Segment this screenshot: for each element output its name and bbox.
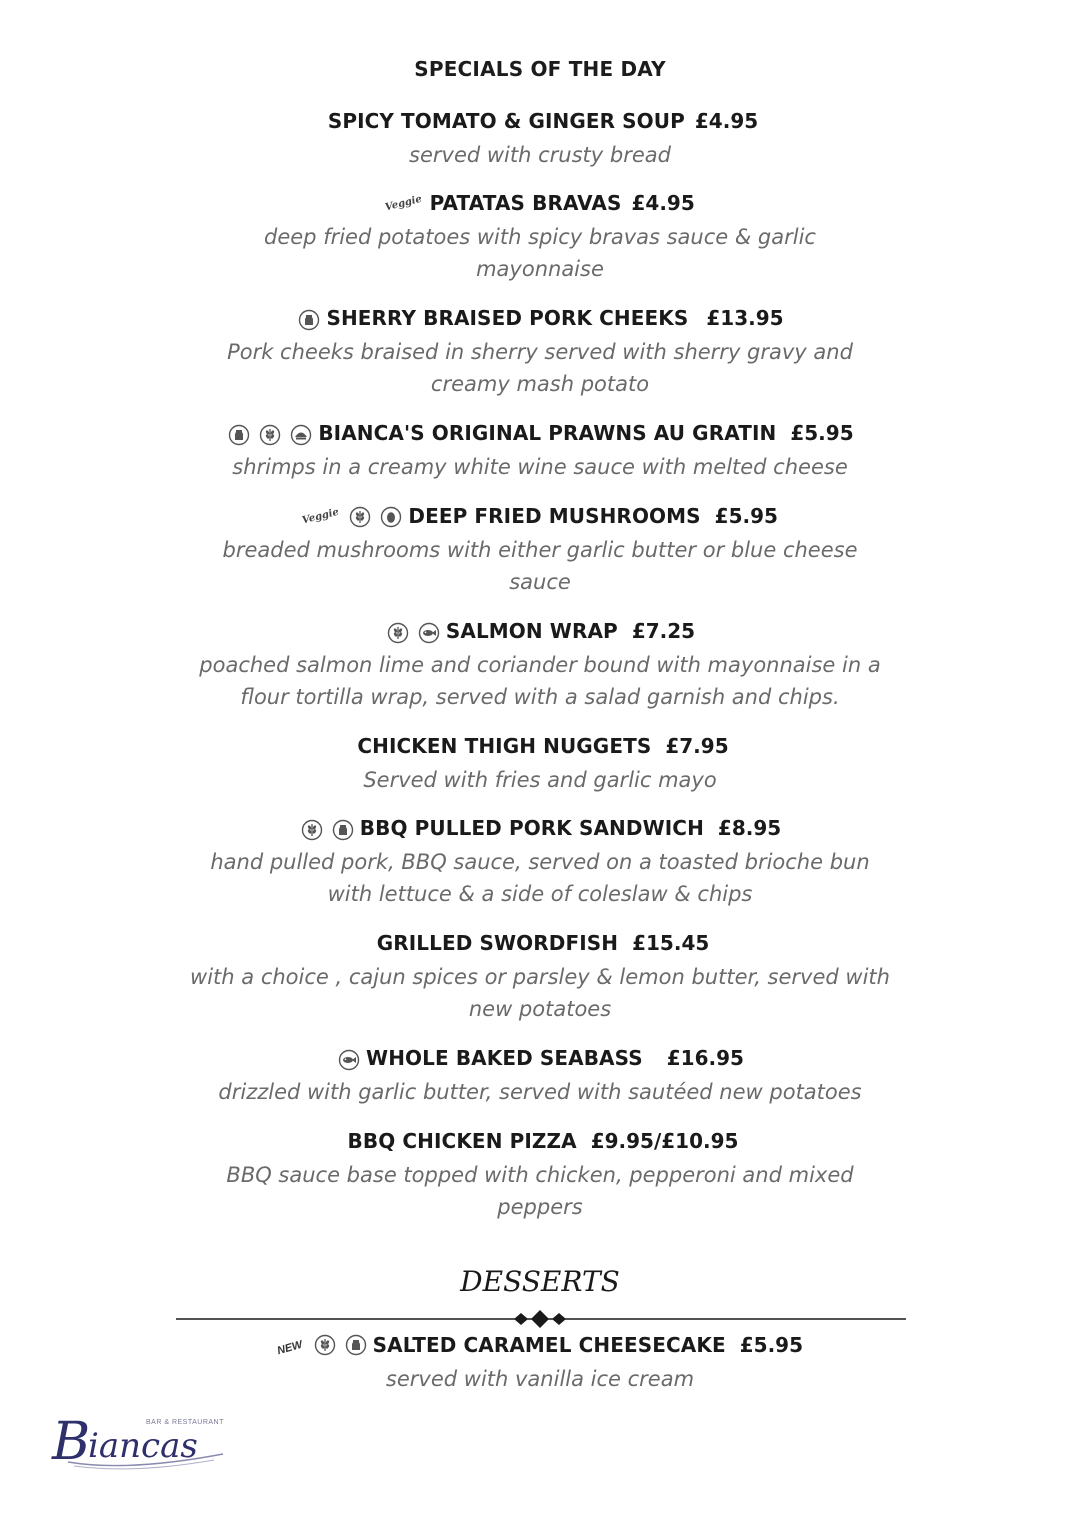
gluten-icon	[301, 819, 323, 841]
item-description: with a choice , cajun spices or parsley & lemon butter, served with new potatoes	[190, 965, 890, 1021]
menu-item	[150, 813, 930, 910]
item-description: served with crusty bread	[409, 143, 671, 167]
item-description: shrimps in a creamy white wine sauce with melted cheese	[232, 455, 848, 479]
item-name: DEEP FRIED MUSHROOMS	[408, 504, 701, 528]
allergen-icons	[296, 303, 320, 333]
egg-icon	[380, 506, 402, 528]
svg-text:B: B	[52, 1412, 91, 1472]
menu-item	[150, 188, 930, 285]
item-price: £4.95	[631, 191, 695, 215]
menu-item	[150, 303, 930, 400]
item-name: SALTED CARAMEL CHEESECAKE	[372, 1333, 726, 1357]
item-name: SPICY TOMATO & GINGER SOUP	[327, 109, 685, 133]
menu-item	[150, 106, 930, 171]
item-name: SALMON WRAP	[445, 619, 618, 643]
item-description: drizzled with garlic butter, served with sautéed new potatoes	[218, 1080, 862, 1104]
item-price: £7.25	[631, 619, 696, 643]
new-badge-icon: NEW	[275, 1338, 304, 1358]
item-description: deep fried potatoes with spicy bravas sauce & garlic mayonnaise	[264, 225, 816, 281]
menu-item	[150, 418, 930, 483]
gluten-icon	[387, 622, 409, 644]
allergen-icons	[336, 1043, 360, 1073]
milk-icon	[298, 309, 320, 331]
item-price: £9.95/£10.95	[590, 1129, 739, 1153]
allergen-icons	[385, 187, 423, 219]
shellfish-icon	[290, 424, 312, 446]
gluten-icon	[314, 1334, 336, 1356]
item-description: Served with fries and garlic mayo	[363, 768, 717, 792]
item-description: served with vanilla ice cream	[385, 1367, 695, 1391]
item-price: £8.95	[717, 816, 782, 840]
item-description: BBQ sauce base topped with chicken, pepperoni and mixed peppers	[226, 1163, 854, 1219]
allergen-icons	[302, 500, 402, 532]
item-header	[150, 731, 930, 761]
menu-item	[150, 1126, 930, 1223]
svg-text:BAR & RESTAURANT: BAR & RESTAURANT	[146, 1419, 224, 1426]
item-name: BIANCA'S ORIGINAL PRAWNS AU GRATIN	[318, 421, 777, 445]
item-header	[150, 418, 930, 448]
allergen-icons	[226, 418, 312, 448]
fish-icon	[338, 1049, 360, 1071]
allergen-icons	[385, 616, 440, 646]
item-name: BBQ PULLED PORK SANDWICH	[359, 816, 704, 840]
gluten-icon	[349, 506, 371, 528]
item-header	[150, 813, 930, 843]
milk-icon	[228, 424, 250, 446]
item-name: BBQ CHICKEN PIZZA	[347, 1129, 577, 1153]
menu-item	[150, 616, 930, 713]
gluten-icon	[259, 424, 281, 446]
milk-icon	[345, 1334, 367, 1356]
item-name: WHOLE BAKED SEABASS	[366, 1046, 643, 1070]
menu-item	[150, 501, 930, 598]
page-title: SPECIALS OF THE DAY	[414, 57, 666, 81]
veggie-icon: Veggie	[301, 506, 341, 527]
item-header	[150, 501, 930, 531]
item-header	[150, 303, 930, 333]
item-description: Pork cheeks braised in sherry served with sherry gravy and creamy mash potato	[227, 340, 853, 396]
menu-item	[150, 1330, 930, 1395]
item-description: breaded mushrooms with either garlic butter or blue cheese sauce	[222, 538, 858, 594]
item-price: £13.95	[706, 306, 784, 330]
item-name: GRILLED SWORDFISH	[376, 931, 619, 955]
item-name: SHERRY BRAISED PORK CHEEKS	[326, 306, 689, 330]
desserts-heading: DESSERTS	[460, 1265, 620, 1298]
item-price: £5.95	[790, 421, 854, 445]
item-price: £5.95	[739, 1333, 803, 1357]
item-header	[150, 928, 930, 958]
veggie-icon: Veggie	[384, 193, 424, 214]
svg-text:iancas: iancas	[88, 1426, 198, 1466]
item-price: £4.95	[694, 109, 759, 133]
fish-icon	[418, 622, 440, 644]
menu-item	[150, 1043, 930, 1108]
biancas-logo	[48, 1404, 238, 1488]
item-price: £7.95	[665, 734, 729, 758]
menu-item	[150, 928, 930, 1025]
item-header	[150, 188, 930, 218]
item-name: CHICKEN THIGH NUGGETS	[357, 734, 652, 758]
menu-item	[150, 731, 930, 796]
item-description: poached salmon lime and coriander bound with mayonnaise in a flour tortilla wrap, served with a salad garnish and chips.	[199, 653, 881, 709]
item-header	[150, 1330, 930, 1360]
item-price: £15.45	[632, 931, 710, 955]
item-price: £5.95	[714, 504, 778, 528]
item-header	[150, 106, 930, 136]
item-header	[150, 616, 930, 646]
item-header	[150, 1043, 930, 1073]
milk-icon	[332, 819, 354, 841]
item-header	[150, 1126, 930, 1156]
allergen-icons	[277, 1327, 367, 1363]
allergen-icons	[299, 813, 354, 843]
item-name: PATATAS BRAVAS	[429, 191, 622, 215]
item-price: £16.95	[666, 1046, 744, 1070]
item-description: hand pulled pork, BBQ sauce, served on a toasted brioche bun with lettuce & a side of coleslaw & chips	[210, 850, 870, 906]
